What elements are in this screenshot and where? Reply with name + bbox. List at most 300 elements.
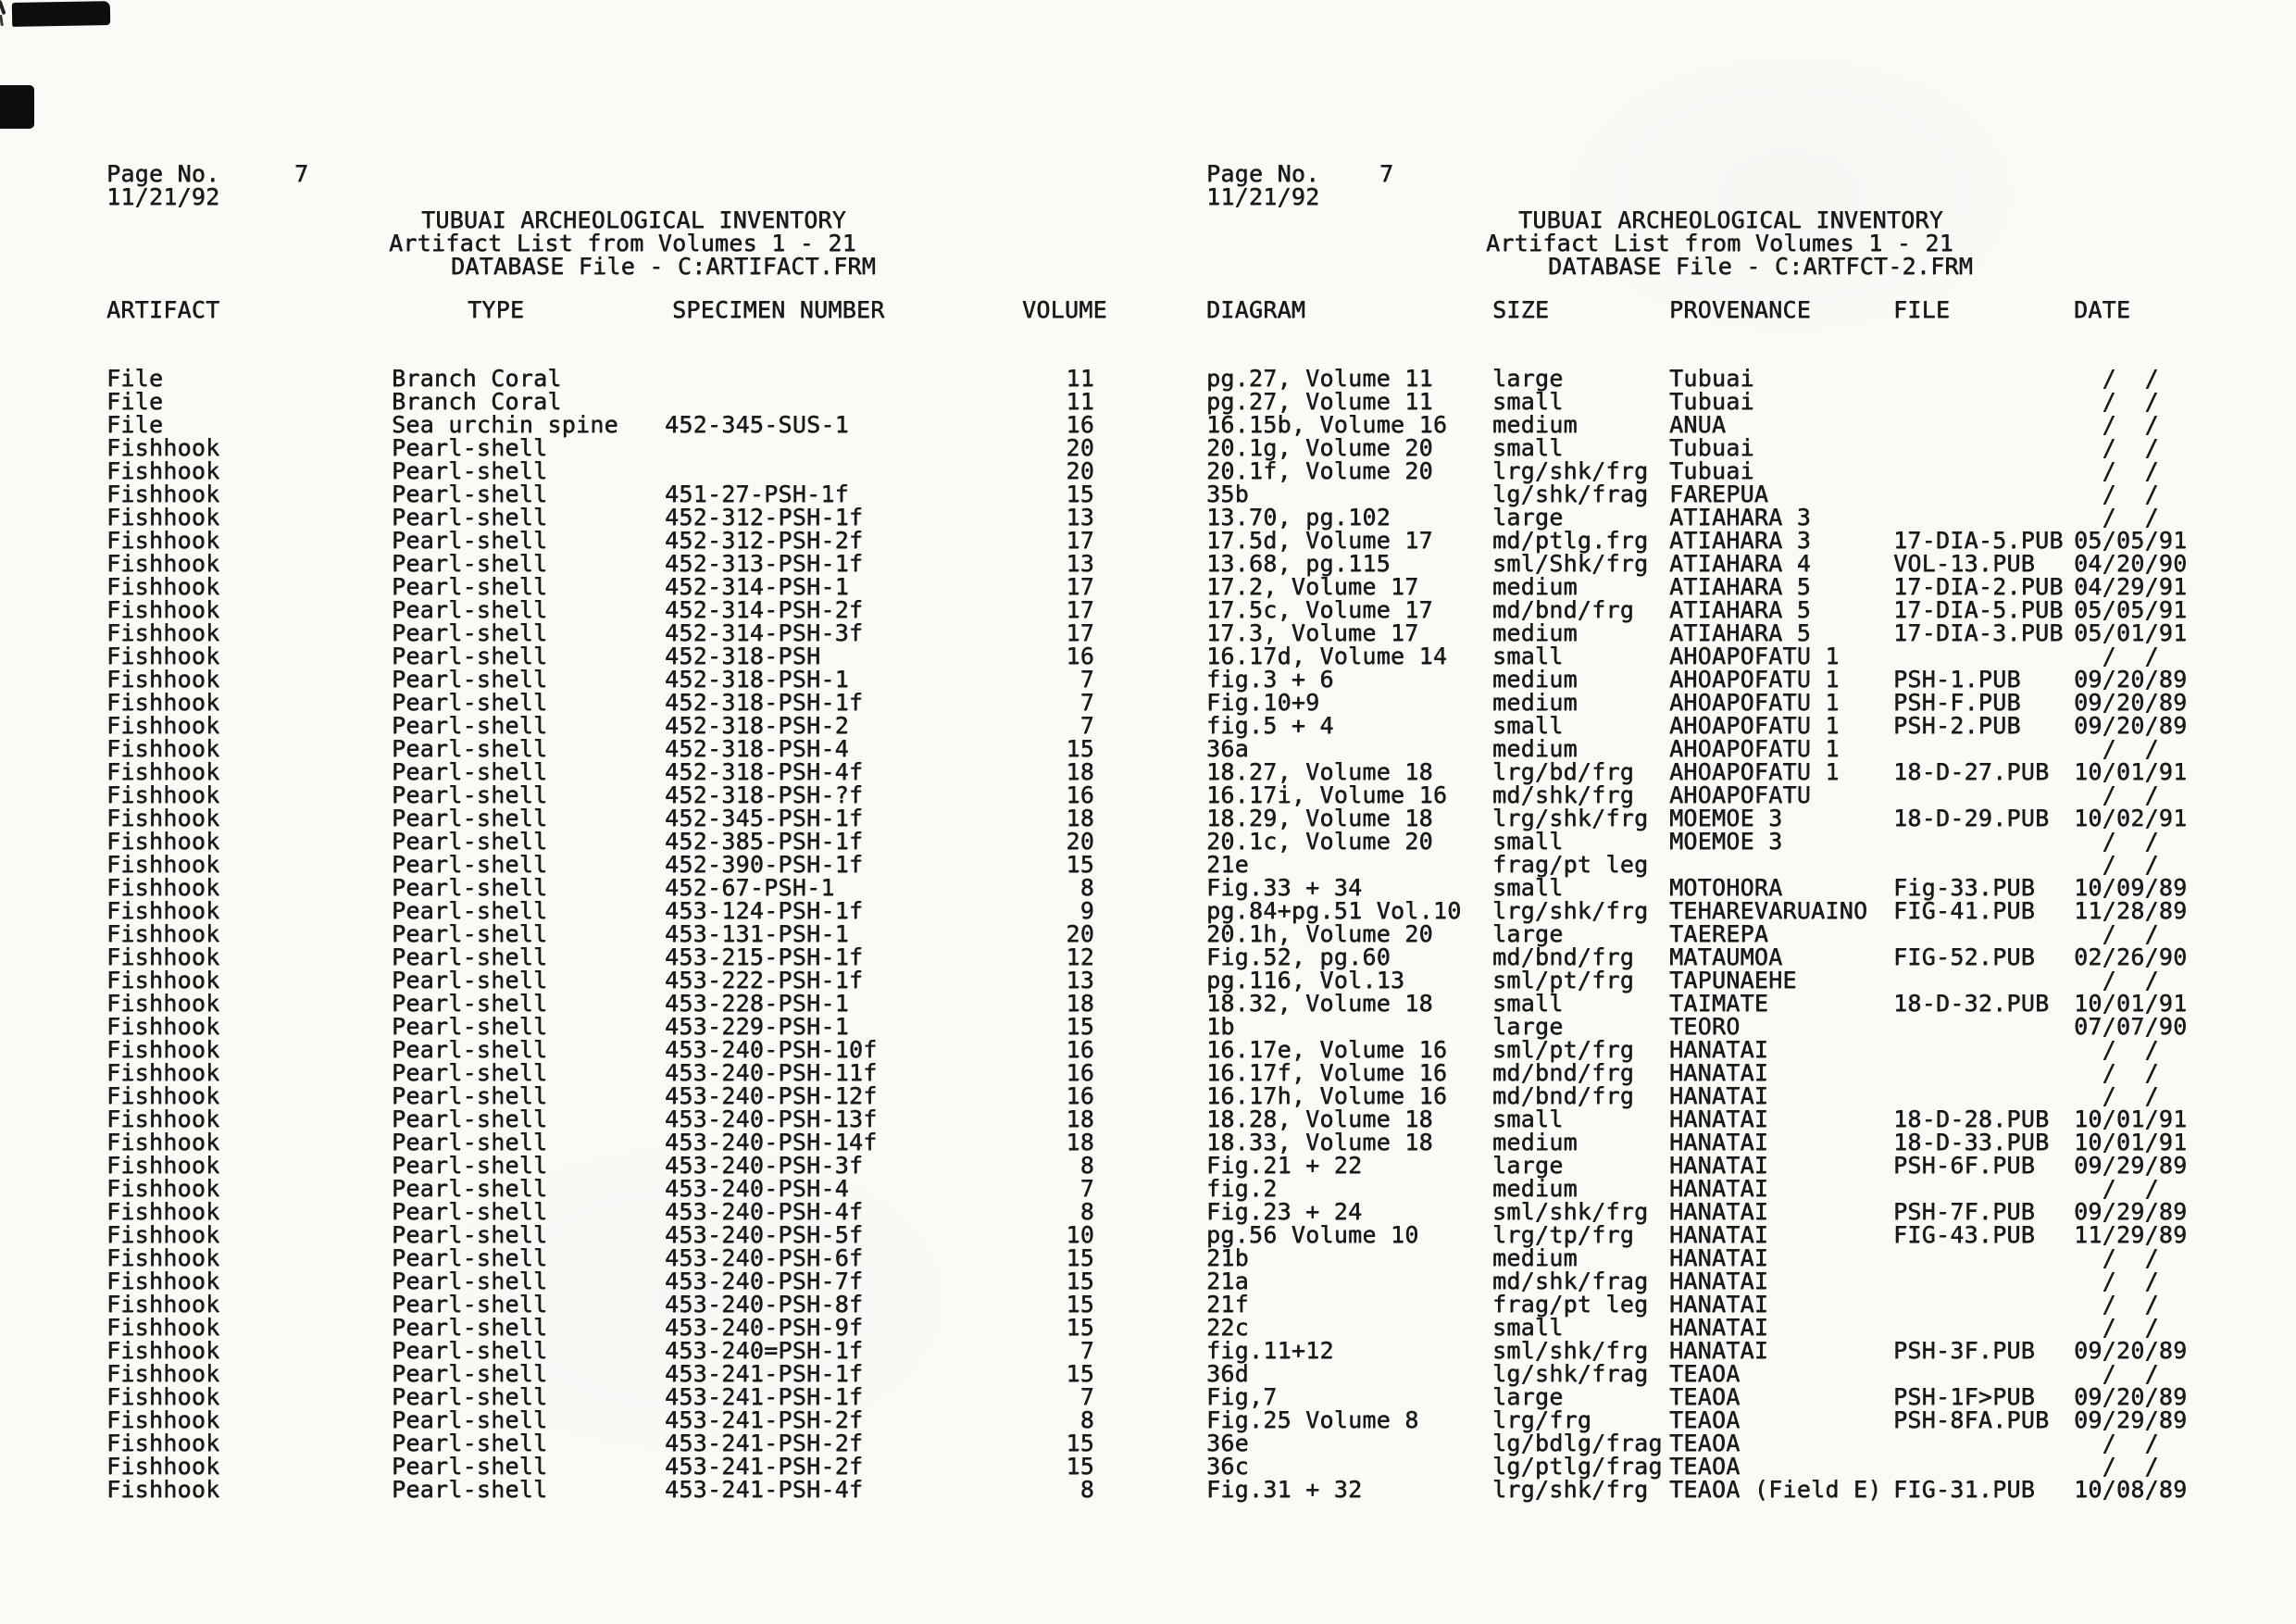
- cell-date: / /: [2074, 1244, 2159, 1271]
- cell-specimen: 452-313-PSH-1f: [665, 550, 864, 577]
- cell-artifact: Fishhook: [106, 851, 220, 878]
- cell-artifact: Fishhook: [106, 1198, 220, 1225]
- cell-volume: 16: [1066, 1059, 1094, 1086]
- cell-artifact: Fishhook: [106, 573, 220, 600]
- cell-volume: 20: [1066, 457, 1094, 484]
- cell-artifact: Fishhook: [106, 1453, 220, 1480]
- cell-type: Pearl-shell: [392, 1453, 548, 1480]
- cell-diagram: 1b: [1206, 1013, 1235, 1040]
- cell-size: large: [1492, 1152, 1564, 1179]
- cell-volume: 16: [1066, 1082, 1094, 1109]
- table-row: [0, 968, 2296, 992]
- cell-specimen: 452-385-PSH-1f: [665, 828, 864, 855]
- cell-diagram: pg.56 Volume 10: [1206, 1221, 1419, 1248]
- scan-artifact: [0, 85, 34, 129]
- cell-size: small: [1492, 874, 1564, 901]
- cell-diagram: Fig.23 + 24: [1206, 1198, 1363, 1225]
- cell-size: medium: [1492, 411, 1578, 438]
- cell-diagram: 17.5d, Volume 17: [1206, 527, 1433, 554]
- cell-date: / /: [2074, 457, 2159, 484]
- cell-specimen: 452-314-PSH-1: [665, 573, 849, 600]
- table-row: [0, 459, 2296, 482]
- cell-volume: 18: [1066, 805, 1094, 831]
- table-row: [0, 992, 2296, 1015]
- cell-provenance: MOTOHORA: [1669, 874, 1783, 901]
- table-row: [0, 737, 2296, 760]
- cell-specimen: 452-318-PSH-2: [665, 712, 849, 739]
- cell-provenance: MOEMOE 3: [1669, 828, 1783, 855]
- cell-volume: 16: [1066, 1036, 1094, 1063]
- cell-provenance: HANATAI: [1669, 1314, 1769, 1341]
- cell-provenance: TAEREPA: [1669, 920, 1769, 947]
- cell-artifact: Fishhook: [106, 967, 220, 993]
- cell-volume: 16: [1066, 781, 1094, 808]
- report-subtitle: Artifact List from Volumes 1 - 21: [1486, 230, 1953, 256]
- cell-type: Pearl-shell: [392, 1244, 548, 1271]
- cell-size: small: [1492, 712, 1564, 739]
- cell-specimen: 453-240-PSH-14f: [665, 1129, 878, 1156]
- cell-type: Pearl-shell: [392, 689, 548, 716]
- cell-date: 09/20/89: [2074, 1383, 2188, 1410]
- cell-date: 02/26/90: [2074, 943, 2188, 970]
- cell-diagram: Fig.33 + 34: [1206, 874, 1363, 901]
- cell-artifact: Fishhook: [106, 527, 220, 554]
- cell-volume: 12: [1066, 943, 1094, 970]
- cell-specimen: 453-240-PSH-4: [665, 1175, 849, 1202]
- cell-size: md/bnd/frg: [1492, 1059, 1635, 1086]
- cell-size: large: [1492, 920, 1564, 947]
- cell-provenance: HANATAI: [1669, 1129, 1769, 1156]
- table-row: [0, 945, 2296, 968]
- cell-size: md/ptlg.frg: [1492, 527, 1649, 554]
- cell-type: Pearl-shell: [392, 805, 548, 831]
- cell-volume: 20: [1066, 434, 1094, 461]
- cell-specimen: 452-318-PSH-4f: [665, 758, 864, 785]
- cell-size: lg/bdlg/frag: [1492, 1430, 1663, 1456]
- cell-provenance: TEAOA: [1669, 1406, 1741, 1433]
- cell-type: Branch Coral: [392, 365, 562, 392]
- cell-specimen: 453-131-PSH-1: [665, 920, 849, 947]
- cell-volume: 17: [1066, 527, 1094, 554]
- cell-size: sml/Shk/frg: [1492, 550, 1649, 577]
- cell-file: PSH-6F.PUB: [1893, 1152, 2036, 1179]
- table-row: [0, 1084, 2296, 1107]
- cell-volume: 7: [1079, 689, 1094, 716]
- cell-diagram: 21e: [1206, 851, 1249, 878]
- cell-type: Pearl-shell: [392, 990, 548, 1017]
- cell-type: Pearl-shell: [392, 1129, 548, 1156]
- table-row: [0, 1131, 2296, 1154]
- cell-artifact: Fishhook: [106, 1314, 220, 1341]
- cell-specimen: 452-345-SUS-1: [665, 411, 849, 438]
- cell-artifact: Fishhook: [106, 619, 220, 646]
- cell-volume: 20: [1066, 828, 1094, 855]
- cell-specimen: 451-27-PSH-1f: [665, 481, 849, 507]
- table-row: [0, 1293, 2296, 1316]
- cell-provenance: HANATAI: [1669, 1198, 1769, 1225]
- cell-volume: 7: [1079, 1383, 1094, 1410]
- cell-specimen: 452-312-PSH-2f: [665, 527, 864, 554]
- table-row: [0, 1038, 2296, 1061]
- cell-artifact: Fishhook: [106, 897, 220, 924]
- cell-type: Pearl-shell: [392, 712, 548, 739]
- cell-type: Pearl-shell: [392, 735, 548, 762]
- cell-date: 09/20/89: [2074, 666, 2188, 693]
- table-row: [0, 598, 2296, 621]
- cell-provenance: Tubuai: [1669, 365, 1754, 392]
- column-header-diagram: DIAGRAM: [1206, 296, 1306, 323]
- cell-diagram: fig.2: [1206, 1175, 1278, 1202]
- cell-volume: 7: [1079, 1175, 1094, 1202]
- cell-artifact: Fishhook: [106, 1337, 220, 1364]
- cell-type: Pearl-shell: [392, 481, 548, 507]
- cell-date: / /: [2074, 411, 2159, 438]
- cell-provenance: HANATAI: [1669, 1082, 1769, 1109]
- cell-volume: 8: [1079, 1198, 1094, 1225]
- cell-type: Branch Coral: [392, 388, 562, 415]
- cell-provenance: AHOAPOFATU 1: [1669, 689, 1840, 716]
- cell-artifact: Fishhook: [106, 828, 220, 855]
- table-row: [0, 1269, 2296, 1293]
- cell-specimen: 453-240-PSH-13f: [665, 1106, 878, 1132]
- cell-provenance: HANATAI: [1669, 1337, 1769, 1364]
- table-row: [0, 1154, 2296, 1177]
- table-row: [0, 482, 2296, 506]
- cell-date: 09/20/89: [2074, 712, 2188, 739]
- cell-type: Pearl-shell: [392, 527, 548, 554]
- table-row: [0, 552, 2296, 575]
- cell-file: PSH-F.PUB: [1893, 689, 2021, 716]
- cell-provenance: AHOAPOFATU 1: [1669, 758, 1840, 785]
- cell-date: 09/20/89: [2074, 1337, 2188, 1364]
- cell-artifact: File: [106, 388, 164, 415]
- cell-type: Pearl-shell: [392, 573, 548, 600]
- cell-specimen: 453-241-PSH-2f: [665, 1430, 864, 1456]
- cell-diagram: 16.17f, Volume 16: [1206, 1059, 1448, 1086]
- cell-provenance: TEORO: [1669, 1013, 1741, 1040]
- cell-volume: 7: [1079, 1337, 1094, 1364]
- cell-type: Pearl-shell: [392, 1221, 548, 1248]
- cell-date: / /: [2074, 828, 2159, 855]
- column-header-file: FILE: [1893, 296, 1951, 323]
- cell-diagram: 21b: [1206, 1244, 1249, 1271]
- cell-file: Fig-33.PUB: [1893, 874, 2036, 901]
- cell-size: lrg/shk/frg: [1492, 457, 1649, 484]
- cell-volume: 18: [1066, 1129, 1094, 1156]
- report-subtitle: Artifact List from Volumes 1 - 21: [389, 230, 856, 256]
- cell-specimen: 453-241-PSH-2f: [665, 1453, 864, 1480]
- report-title: TUBUAI ARCHEOLOGICAL INVENTORY: [1518, 206, 1944, 233]
- cell-volume: 8: [1079, 1152, 1094, 1179]
- cell-type: Pearl-shell: [392, 967, 548, 993]
- cell-artifact: Fishhook: [106, 434, 220, 461]
- cell-diagram: fig.3 + 6: [1206, 666, 1334, 693]
- cell-specimen: 453-240-PSH-10f: [665, 1036, 878, 1063]
- cell-size: medium: [1492, 1244, 1578, 1271]
- table-row: [0, 436, 2296, 459]
- cell-date: 05/01/91: [2074, 619, 2188, 646]
- cell-type: Pearl-shell: [392, 1476, 548, 1503]
- database-file: DATABASE File - C:ARTFCT-2.FRM: [1548, 253, 1974, 280]
- cell-artifact: Fishhook: [106, 735, 220, 762]
- cell-date: 09/29/89: [2074, 1198, 2188, 1225]
- cell-provenance: TEAOA: [1669, 1383, 1741, 1410]
- cell-size: small: [1492, 643, 1564, 669]
- cell-diagram: pg.27, Volume 11: [1206, 365, 1433, 392]
- table-row: [0, 806, 2296, 830]
- cell-artifact: File: [106, 365, 164, 392]
- cell-artifact: Fishhook: [106, 457, 220, 484]
- cell-type: Pearl-shell: [392, 781, 548, 808]
- cell-volume: 15: [1066, 1314, 1094, 1341]
- cell-artifact: Fishhook: [106, 1406, 220, 1433]
- cell-size: lrg/shk/frg: [1492, 897, 1649, 924]
- cell-size: large: [1492, 504, 1564, 531]
- cell-size: small: [1492, 434, 1564, 461]
- cell-date: 10/01/91: [2074, 990, 2188, 1017]
- cell-artifact: Fishhook: [106, 1430, 220, 1456]
- cell-provenance: Tubuai: [1669, 457, 1754, 484]
- cell-size: medium: [1492, 1129, 1578, 1156]
- cell-provenance: TEAOA: [1669, 1360, 1741, 1387]
- table-row: [0, 1362, 2296, 1385]
- cell-artifact: Fishhook: [106, 1244, 220, 1271]
- cell-size: sml/pt/frg: [1492, 967, 1635, 993]
- cell-date: / /: [2074, 851, 2159, 878]
- cell-size: small: [1492, 388, 1564, 415]
- cell-type: Pearl-shell: [392, 666, 548, 693]
- cell-type: Pearl-shell: [392, 1198, 548, 1225]
- cell-date: / /: [2074, 365, 2159, 392]
- cell-provenance: FAREPUA: [1669, 481, 1769, 507]
- cell-size: lg/ptlg/frag: [1492, 1453, 1663, 1480]
- cell-size: md/bnd/frg: [1492, 943, 1635, 970]
- table-row: [0, 853, 2296, 876]
- cell-diagram: pg.116, Vol.13: [1206, 967, 1405, 993]
- cell-size: small: [1492, 1106, 1564, 1132]
- cell-type: Pearl-shell: [392, 1152, 548, 1179]
- table-row: [0, 1246, 2296, 1269]
- cell-provenance: Tubuai: [1669, 388, 1754, 415]
- cell-diagram: fig.5 + 4: [1206, 712, 1334, 739]
- report-title: TUBUAI ARCHEOLOGICAL INVENTORY: [421, 206, 847, 233]
- cell-date: 09/29/89: [2074, 1406, 2188, 1433]
- cell-size: md/bnd/frg: [1492, 1082, 1635, 1109]
- cell-date: / /: [2074, 1291, 2159, 1318]
- page-number: 7: [294, 160, 309, 187]
- table-row: [0, 830, 2296, 853]
- cell-volume: 15: [1066, 1360, 1094, 1387]
- cell-specimen: 453-241-PSH-2f: [665, 1406, 864, 1433]
- cell-diagram: 20.1c, Volume 20: [1206, 828, 1433, 855]
- cell-artifact: Fishhook: [106, 712, 220, 739]
- table-row: [0, 1431, 2296, 1455]
- cell-date: / /: [2074, 781, 2159, 808]
- cell-diagram: 16.17i, Volume 16: [1206, 781, 1448, 808]
- cell-provenance: Tubuai: [1669, 434, 1754, 461]
- cell-diagram: 35b: [1206, 481, 1249, 507]
- cell-size: medium: [1492, 619, 1578, 646]
- cell-date: 11/28/89: [2074, 897, 2188, 924]
- cell-size: medium: [1492, 735, 1578, 762]
- cell-artifact: Fishhook: [106, 1013, 220, 1040]
- cell-specimen: 453-240-PSH-7f: [665, 1268, 864, 1294]
- cell-file: 18-D-28.PUB: [1893, 1106, 2050, 1132]
- column-header-artifact: ARTIFACT: [106, 296, 220, 323]
- cell-diagram: 18.27, Volume 18: [1206, 758, 1433, 785]
- cell-file: PSH-8FA.PUB: [1893, 1406, 2050, 1433]
- cell-artifact: Fishhook: [106, 874, 220, 901]
- cell-specimen: 452-67-PSH-1: [665, 874, 835, 901]
- cell-provenance: AHOAPOFATU 1: [1669, 712, 1840, 739]
- cell-volume: 11: [1066, 388, 1094, 415]
- cell-volume: 16: [1066, 411, 1094, 438]
- cell-provenance: AHOAPOFATU 1: [1669, 643, 1840, 669]
- cell-provenance: HANATAI: [1669, 1152, 1769, 1179]
- cell-diagram: 17.2, Volume 17: [1206, 573, 1419, 600]
- cell-diagram: 13.70, pg.102: [1206, 504, 1391, 531]
- column-header-volume: VOLUME: [1022, 296, 1107, 323]
- cell-date: 04/29/91: [2074, 573, 2188, 600]
- page-number-label: Page No.: [106, 160, 220, 187]
- cell-file: FIG-41.PUB: [1893, 897, 2036, 924]
- table-row: [0, 876, 2296, 899]
- cell-size: medium: [1492, 573, 1578, 600]
- cell-date: 09/29/89: [2074, 1152, 2188, 1179]
- cell-artifact: Fishhook: [106, 596, 220, 623]
- cell-volume: 15: [1066, 481, 1094, 507]
- cell-size: lrg/shk/frg: [1492, 805, 1649, 831]
- cell-date: 10/08/89: [2074, 1476, 2188, 1503]
- cell-artifact: Fishhook: [106, 1476, 220, 1503]
- cell-size: lrg/tp/frg: [1492, 1221, 1635, 1248]
- cell-size: sml/shk/frg: [1492, 1337, 1649, 1364]
- cell-diagram: fig.11+12: [1206, 1337, 1334, 1364]
- cell-date: 10/02/91: [2074, 805, 2188, 831]
- cell-specimen: 453-229-PSH-1: [665, 1013, 849, 1040]
- cell-file: 17-DIA-5.PUB: [1893, 527, 2064, 554]
- cell-specimen: 452-345-PSH-1f: [665, 805, 864, 831]
- cell-date: / /: [2074, 434, 2159, 461]
- table-row: [0, 714, 2296, 737]
- cell-diagram: 22c: [1206, 1314, 1249, 1341]
- cell-date: 09/20/89: [2074, 689, 2188, 716]
- cell-file: FIG-31.PUB: [1893, 1476, 2036, 1503]
- cell-type: Pearl-shell: [392, 758, 548, 785]
- cell-date: / /: [2074, 1175, 2159, 1202]
- cell-volume: 17: [1066, 619, 1094, 646]
- cell-date: / /: [2074, 967, 2159, 993]
- cell-specimen: 452-314-PSH-3f: [665, 619, 864, 646]
- cell-provenance: HANATAI: [1669, 1221, 1769, 1248]
- cell-diagram: 20.1h, Volume 20: [1206, 920, 1433, 947]
- column-header-type: TYPE: [468, 296, 525, 323]
- cell-date: / /: [2074, 735, 2159, 762]
- cell-volume: 8: [1079, 1476, 1094, 1503]
- table-row: [0, 413, 2296, 436]
- cell-size: medium: [1492, 666, 1578, 693]
- page-number: 7: [1379, 160, 1394, 187]
- cell-artifact: Fishhook: [106, 758, 220, 785]
- cell-file: 17-DIA-2.PUB: [1893, 573, 2064, 600]
- table-row: [0, 367, 2296, 390]
- cell-diagram: 16.17e, Volume 16: [1206, 1036, 1448, 1063]
- cell-specimen: 453-240=PSH-1f: [665, 1337, 864, 1364]
- cell-file: 18-D-29.PUB: [1893, 805, 2050, 831]
- cell-date: / /: [2074, 1430, 2159, 1456]
- cell-volume: 18: [1066, 990, 1094, 1017]
- cell-file: PSH-1.PUB: [1893, 666, 2021, 693]
- cell-date: / /: [2074, 1360, 2159, 1387]
- cell-diagram: 16.17h, Volume 16: [1206, 1082, 1448, 1109]
- cell-provenance: AHOAPOFATU 1: [1669, 735, 1840, 762]
- cell-date: / /: [2074, 1036, 2159, 1063]
- cell-date: / /: [2074, 643, 2159, 669]
- cell-volume: 15: [1066, 735, 1094, 762]
- cell-diagram: 17.3, Volume 17: [1206, 619, 1419, 646]
- cell-specimen: 453-215-PSH-1f: [665, 943, 864, 970]
- cell-volume: 18: [1066, 758, 1094, 785]
- cell-type: Pearl-shell: [392, 1406, 548, 1433]
- cell-volume: 15: [1066, 1430, 1094, 1456]
- cell-artifact: Fishhook: [106, 504, 220, 531]
- cell-volume: 18: [1066, 1106, 1094, 1132]
- cell-provenance: AHOAPOFATU 1: [1669, 666, 1840, 693]
- cell-provenance: ATIAHARA 3: [1669, 527, 1812, 554]
- cell-type: Pearl-shell: [392, 550, 548, 577]
- cell-specimen: 452-318-PSH-?f: [665, 781, 864, 808]
- cell-diagram: Fig.10+9: [1206, 689, 1320, 716]
- cell-specimen: 453-241-PSH-1f: [665, 1360, 864, 1387]
- cell-volume: 7: [1079, 666, 1094, 693]
- cell-diagram: 17.5c, Volume 17: [1206, 596, 1433, 623]
- cell-diagram: 16.15b, Volume 16: [1206, 411, 1448, 438]
- cell-artifact: Fishhook: [106, 1152, 220, 1179]
- cell-type: Pearl-shell: [392, 943, 548, 970]
- cell-diagram: 18.33, Volume 18: [1206, 1129, 1433, 1156]
- cell-artifact: Fishhook: [106, 1082, 220, 1109]
- cell-diagram: 13.68, pg.115: [1206, 550, 1391, 577]
- column-header-specimen-number: SPECIMEN NUMBER: [672, 296, 885, 323]
- table-row: [0, 691, 2296, 714]
- cell-date: / /: [2074, 504, 2159, 531]
- cell-specimen: 453-240-PSH-6f: [665, 1244, 864, 1271]
- cell-specimen: 453-240-PSH-3f: [665, 1152, 864, 1179]
- table-row: [0, 1478, 2296, 1501]
- cell-volume: 10: [1066, 1221, 1094, 1248]
- cell-provenance: TEAOA: [1669, 1430, 1741, 1456]
- cell-provenance: HANATAI: [1669, 1175, 1769, 1202]
- cell-date: / /: [2074, 1314, 2159, 1341]
- cell-volume: 11: [1066, 365, 1094, 392]
- cell-type: Pearl-shell: [392, 1059, 548, 1086]
- table-row: [0, 1316, 2296, 1339]
- cell-date: 05/05/91: [2074, 527, 2188, 554]
- cell-date: 11/29/89: [2074, 1221, 2188, 1248]
- cell-provenance: TAPUNAEHE: [1669, 967, 1797, 993]
- cell-date: 07/07/90: [2074, 1013, 2188, 1040]
- cell-specimen: 453-241-PSH-1f: [665, 1383, 864, 1410]
- table-row: [0, 668, 2296, 691]
- cell-provenance: TEAOA: [1669, 1453, 1741, 1480]
- cell-type: Pearl-shell: [392, 1013, 548, 1040]
- cell-diagram: 21f: [1206, 1291, 1249, 1318]
- cell-diagram: 18.29, Volume 18: [1206, 805, 1433, 831]
- cell-provenance: ATIAHARA 5: [1669, 619, 1812, 646]
- cell-volume: 15: [1066, 1453, 1094, 1480]
- table-row: [0, 621, 2296, 644]
- cell-type: Pearl-shell: [392, 504, 548, 531]
